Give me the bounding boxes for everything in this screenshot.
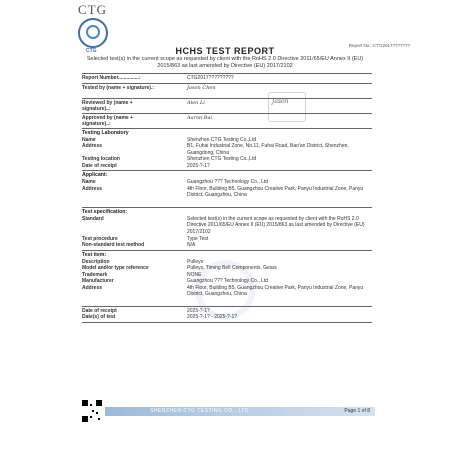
- row-value: 2025-?-1? - 2025-?-1?: [187, 314, 238, 320]
- ctg-seal-icon: [78, 18, 108, 48]
- row-key: Trademark: [82, 271, 108, 278]
- row-key: Name: [82, 136, 96, 143]
- row-value: Pulleys: [187, 258, 204, 265]
- row-value: 4th Floor, Building B5, Guangzhou Creative Park, Panyu Industrial Zone, Panyu District, Guangzhou, China: [187, 284, 364, 297]
- report-body: [82, 72, 372, 324]
- row-key: Manufacturer: [82, 278, 114, 284]
- row-key: Model and/or type reference: [82, 265, 149, 271]
- non-standard-row: [82, 242, 372, 249]
- row-key: Testing location: [82, 156, 120, 162]
- row-key: Address: [82, 143, 103, 149]
- section-test-spec: Test specification:: [82, 208, 128, 215]
- row-value: Selected test(s) in the current scope as requested by client with the RoHS 2.0 Directive 2011/65/EU Annex II (EU) 2015/863 as last amended by Directive (EU) 2017/2102: [187, 215, 365, 235]
- lab-address-row: [82, 143, 372, 156]
- row-key: Non-standard test method: [82, 242, 145, 248]
- row-value: Shenzhen CTG Testing Co.,Ltd: [187, 156, 257, 162]
- report-number-row: [82, 75, 372, 82]
- report-number-header: Report No.: CTG2017???????: [348, 43, 410, 48]
- row-value: Type Test: [187, 235, 209, 242]
- row-value: CTG2017?????????: [187, 75, 234, 81]
- row-value: 2025-?-1?: [187, 307, 210, 314]
- row-value: NONE: [187, 271, 202, 278]
- row-value: Pulleys, Timing Belt Components, Gears: [187, 265, 277, 271]
- section-test-item: Test item:: [82, 251, 107, 258]
- row-key: Date of receipt: [82, 307, 117, 314]
- reviewed-by-row: [82, 100, 372, 112]
- row-key: Tested by (name + signature).:: [82, 84, 155, 91]
- row-key: Test procedure: [82, 235, 118, 242]
- standard-row: [82, 216, 372, 236]
- qr-code-icon: [82, 400, 102, 422]
- report-title: HCHS TEST REPORT: [175, 46, 275, 56]
- handwritten-signature: Jason: [272, 98, 289, 105]
- row-value: 4th Floor, Building B5, Guangzhou Creative Park, Panyu Industrial Zone, Panyu District, Guangzhou, China: [187, 185, 364, 198]
- row-value: Aaron Bai: [187, 114, 213, 121]
- row-key: Approved by (name + signature)..:: [82, 114, 133, 127]
- manufacturer-address-row: [82, 285, 372, 305]
- row-value: 2025-?-1?: [187, 162, 210, 169]
- row-key: Description: [82, 258, 110, 265]
- report-subtitle: Selected test(s) in the current scope as requested by client with the RoHS 2.0 Directive 2011/65/EU Annex II (EU) 2015/863 as last amended by Directive (EU) 2017/2102: [86, 56, 364, 69]
- row-key: Name: [82, 179, 96, 185]
- seal-label: CTG: [86, 48, 97, 54]
- section-applicant: Applicant:: [82, 172, 108, 178]
- row-value: Jason Chen: [187, 84, 216, 91]
- row-key: Reviewed by (name + signature)..:: [82, 99, 133, 112]
- row-key: Report Number...............:: [82, 75, 141, 81]
- lab-receipt-row: [82, 163, 372, 170]
- footer-company: SHENZHEN CTG TESTING CO., LTD: [150, 408, 250, 414]
- row-value: Guangzhou ??? Technology Co., Ltd: [187, 278, 269, 284]
- row-key: Standard: [82, 215, 104, 222]
- section-testing-lab: Testing Laboratory: [82, 129, 129, 136]
- approved-by-row: [82, 115, 372, 127]
- row-value: Alen Li: [187, 99, 205, 106]
- tested-by-row: [82, 85, 372, 97]
- row-key: Date(s) of test: [82, 314, 116, 320]
- row-key: Date of receipt: [82, 162, 117, 169]
- row-value: Guangzhou ??? Technology Co., Ltd: [187, 179, 269, 185]
- row-value: B1, Fuhai Industrial Zone, No.11, Fuhai Road, Bao'an District, Shenzhen, Guangdong, China: [187, 143, 349, 156]
- test-dates-row: [82, 314, 372, 321]
- row-key: Address: [82, 185, 103, 192]
- footer-page-number: Page 1 of 8: [344, 408, 370, 414]
- applicant-address-row: [82, 186, 372, 206]
- row-value: N/A: [187, 242, 196, 248]
- ctg-logo: CTG: [78, 2, 107, 17]
- row-value: Shenzhen CTG Testing Co.,Ltd: [187, 136, 257, 143]
- row-key: Address: [82, 284, 103, 291]
